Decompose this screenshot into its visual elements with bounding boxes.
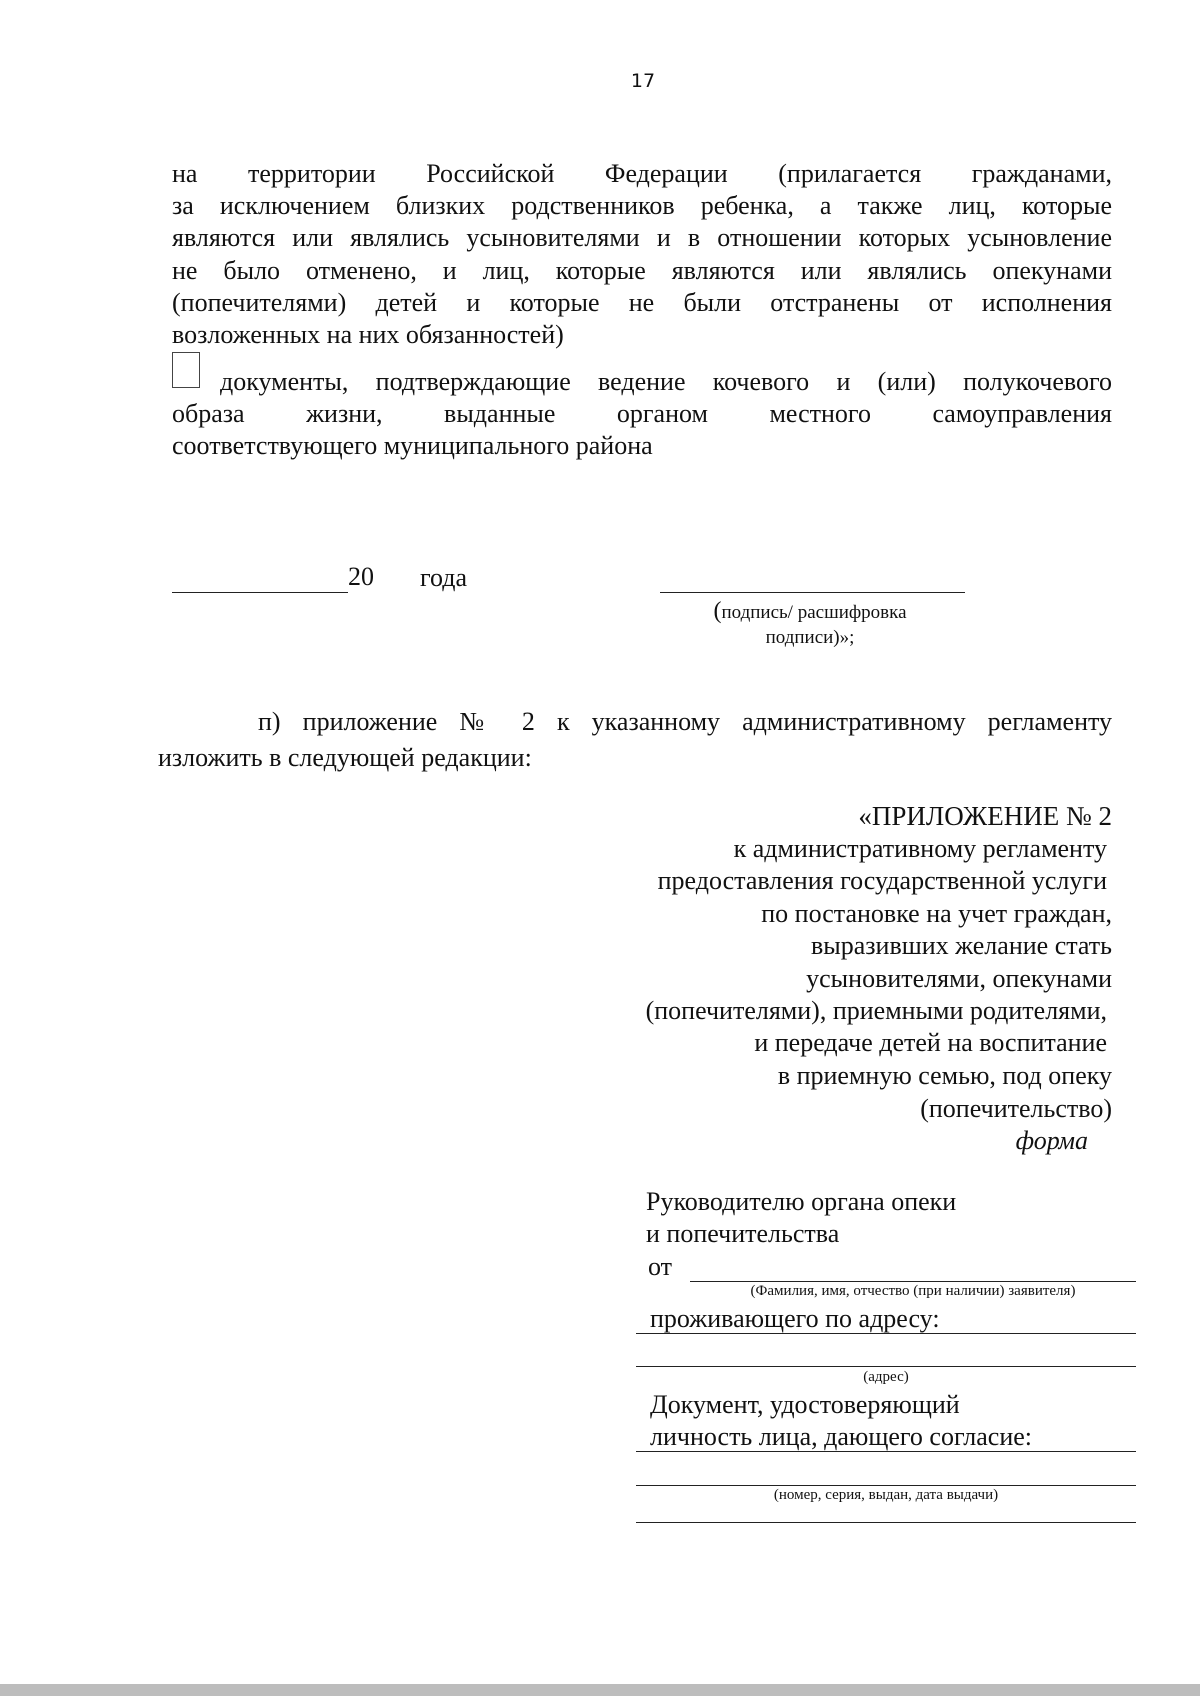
appendix-header-line: (попечительство) — [920, 1094, 1112, 1123]
addressee-line2: и попечительства — [646, 1219, 840, 1248]
address-underline[interactable] — [636, 1366, 1136, 1367]
appendix-header-line: предоставления государственной услуги — [657, 866, 1107, 895]
paragraph-line: (попечителями) детей и которые не были отстранены от исполнения — [172, 288, 1112, 317]
residing-underline[interactable] — [636, 1333, 1136, 1334]
year-word: года — [420, 563, 468, 592]
paragraph-line: возложенных на них обязанностей) — [172, 320, 564, 349]
document-label-line2: личность лица, дающего согласие: — [650, 1422, 1033, 1451]
appendix-header-line: в приемную семью, под опеку — [777, 1061, 1112, 1090]
signature-caption — [660, 599, 960, 650]
signature-caption-paren: ( — [713, 598, 722, 624]
paragraph-line: за исключением близких родственников ребенка, а также лиц, которые — [172, 191, 1112, 220]
amendment-line: п) приложение № 2 к указанному административному регламенту — [258, 707, 1112, 736]
signature-underline — [660, 592, 965, 593]
residing-label: проживающего по адресу: — [650, 1304, 940, 1333]
form-label: форма — [1015, 1126, 1088, 1155]
appendix-header-line: к административному регламенту — [733, 834, 1107, 863]
page-number: 17 — [630, 70, 656, 92]
appendix-title: «ПРИЛОЖЕНИЕ № 2 — [858, 801, 1112, 831]
name-caption: (Фамилия, имя, отчество (при наличии) заявителя) — [750, 1283, 1076, 1299]
signature-caption-line1: подпись/ расшифровка — [721, 602, 907, 623]
checkbox-item-line: документы, подтверждающие ведение кочевого и (или) полукочевого — [220, 367, 1112, 396]
document-extra-underline[interactable] — [636, 1522, 1136, 1523]
document-checkbox[interactable] — [172, 352, 200, 388]
document-label-line1: Документ, удостоверяющий — [650, 1390, 960, 1419]
date-underline — [172, 592, 348, 593]
signature-caption-line2: подписи)»; — [765, 627, 855, 648]
paragraph-line: на территории Российской Федерации (прилагается гражданами, — [172, 159, 1112, 188]
document-details-underline[interactable] — [636, 1485, 1136, 1486]
appendix-header-line: и передаче детей на воспитание — [754, 1028, 1107, 1057]
viewer-bottom-edge — [0, 1684, 1200, 1696]
paragraph-line: не было отменено, и лиц, которые являются или являлись опекунами — [172, 256, 1112, 285]
checkbox-item-line: соответствующего муниципального района — [172, 431, 653, 460]
addressee-from: от — [648, 1252, 673, 1281]
appendix-header-line: по постановке на учет граждан, — [761, 899, 1112, 928]
addressee-line1: Руководителю органа опеки — [646, 1187, 957, 1216]
document-underline[interactable] — [636, 1451, 1136, 1452]
year-prefix: 20 — [348, 562, 374, 591]
name-underline[interactable] — [690, 1281, 1136, 1282]
address-caption: (адрес) — [863, 1369, 909, 1385]
amendment-line: изложить в следующей редакции: — [158, 743, 532, 772]
checkbox-item-line: образа жизни, выданные органом местного самоуправления — [172, 399, 1112, 428]
appendix-header-line: усыновителями, опекунами — [806, 964, 1112, 993]
paragraph-line: являются или являлись усыновителями и в отношении которых усыновление — [172, 223, 1112, 252]
appendix-header-line: выразивших желание стать — [810, 931, 1112, 960]
document-caption: (номер, серия, выдан, дата выдачи) — [773, 1487, 999, 1503]
appendix-header-line: (попечителями), приемными родителями, — [645, 996, 1107, 1025]
